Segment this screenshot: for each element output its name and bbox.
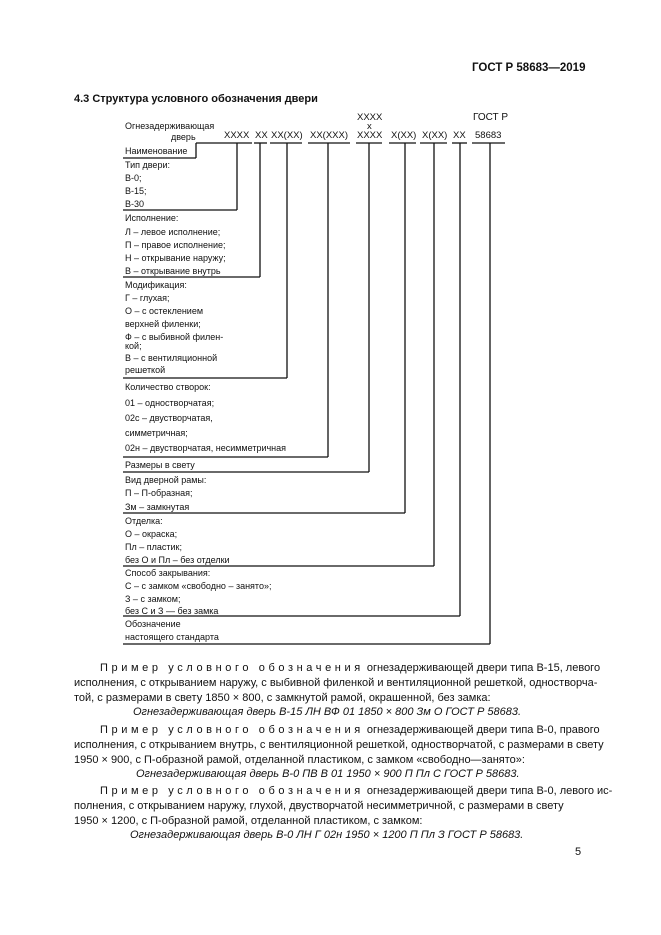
modification-item: В – с вентиляционной [125,353,218,363]
example-lead: Пример условного обозначения [100,662,364,674]
example-1-designation: Огнезадерживающая дверь В-15 ЛН ВФ 01 1850 × 800 Зм О ГОСТ Р 58683. [133,706,522,718]
frame-item: Зм – замкнутая [125,502,190,512]
modification-heading: Модификация: [125,280,187,290]
example-2-designation: Огнезадерживающая дверь В-0 ПВ В 01 1950 × 900 П Пл С ГОСТ Р 58683. [136,768,520,780]
naming-label: Наименование [125,146,188,156]
finish-item: без О и Пл – без отделки [125,555,230,565]
example-3-line-2: полнения, с открыванием наружу, глухой, двустворчатой несимметричной, с размерами в свету [74,800,564,812]
frame-item: П – П-образная; [125,488,193,498]
code-standard-2: 58683 [475,130,502,141]
standard-header: ГОСТ Р 58683—2019 [472,62,586,74]
modification-item: О – с остеклением [125,306,204,316]
leaves-item: 01 – одностворчатая; [125,398,215,408]
leaves-item: 02с – двустворчатая, [125,413,213,423]
diagram-title-line1: Огнезадерживающая [125,121,215,131]
example-lead: Пример условного обозначения [100,785,364,797]
finish-heading: Отделка: [125,516,163,526]
closing-item: без С и З — без замка [125,606,219,616]
door-type-heading: Тип двери: [125,160,170,170]
leaves-item: 02н – двустворчатая, несимметричная [125,443,287,453]
code-execution: XX [255,130,268,141]
execution-item: Л – левое исполнение; [125,227,221,237]
size-label: Размеры в свету [125,460,195,470]
example-text: огнезадерживающей двери типа В-15, левого [366,662,601,674]
page-number: 5 [575,846,582,858]
example-text: огнезадерживающей двери типа В-0, правого [366,724,600,736]
example-1-line-3: той, с размерами в свету 1850 × 800, с замкнутой рамой, окрашенной, без замка: [74,692,491,704]
door-type-item: В-0; [125,173,142,183]
modification-item: решеткой [125,365,166,375]
finish-item: О – окраска; [125,529,178,539]
closing-item: З – с замком; [125,594,181,604]
modification-item: кой; [125,341,142,351]
example-3-line-3: 1950 × 1200, с П-образной рамой, отделанной пластиком, с замком: [74,815,423,827]
designation-label-2: настоящего стандарта [125,632,219,642]
door-type-item: В-30 [125,199,145,209]
code-size-width: XXXX [357,130,383,141]
example-1-line-2: исполнения, с открыванием наружу, с выбивной филенкой и вентиляционной решеткой, одностворча- [74,677,598,689]
code-size-height: XXXX [357,112,383,123]
execution-item: В – открывание внутрь [125,266,221,276]
code-size-times: x [367,121,372,132]
closing-heading: Способ закрывания: [125,568,211,578]
example-2 [100,723,600,738]
code-standard-1: ГОСТ Р [473,112,509,123]
designation-label-1: Обозначение [125,619,181,629]
execution-item: П – правое исполнение; [125,240,226,250]
example-3 [100,784,613,799]
execution-item: Н – открывание наружу; [125,253,226,263]
code-closing: XX [453,130,466,141]
modification-item: Г – глухая; [125,293,170,303]
example-2-line-2: исполнения, с открыванием внутрь, с вентиляционной решеткой, одностворчатой, с размерами в свету [74,739,604,751]
door-type-item: В-15; [125,186,147,196]
code-type: XXXX [224,130,250,141]
code-frame: X(XX) [391,130,417,141]
example-text: огнезадерживающей двери типа В-0, левого ис- [366,785,613,797]
example-3-designation: Огнезадерживающая дверь В-0 ЛН Г 02н 1950 × 1200 П Пл З ГОСТ Р 58683. [130,829,524,841]
example-1 [100,661,601,676]
modification-item: верхней филенки; [125,319,201,329]
example-2-line-3: 1950 × 900, с П-образной рамой, отделанной пластиком, с замком «свободно—занято»: [74,754,525,766]
section-title: 4.3 Структура условного обозначения двери [74,93,318,105]
finish-item: Пл – пластик; [125,542,182,552]
code-finish: X(XX) [422,130,448,141]
execution-heading: Исполнение: [125,213,179,223]
leaves-item: симметричная; [125,428,188,438]
example-lead: Пример условного обозначения [100,724,364,736]
code-leaves: XX(XXX) [310,130,349,141]
modification-item: Ф – с выбивной филен- [125,332,224,342]
code-modification: XX(XX) [271,130,303,141]
leaves-heading: Количество створок: [125,382,211,392]
closing-item: С – с замком «свободно – занято»; [125,581,272,591]
diagram-title-line2: дверь [171,132,196,142]
frame-heading: Вид дверной рамы: [125,475,207,485]
